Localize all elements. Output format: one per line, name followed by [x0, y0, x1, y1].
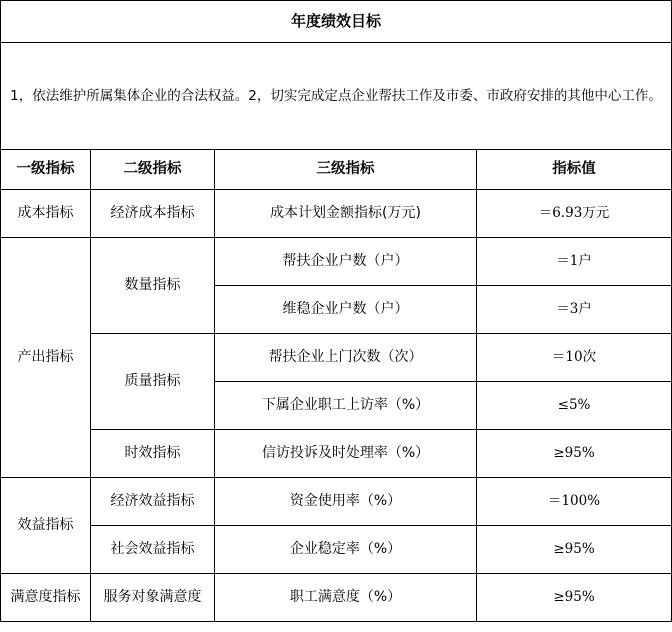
indicator-value: ≥95% [477, 574, 672, 622]
table-row [1, 190, 672, 238]
indicator-name: 维稳企业户数（户） [215, 286, 477, 334]
table-row [1, 574, 672, 622]
indicator-value: ≤5% [477, 382, 672, 430]
indicator-value: ＝6.93万元 [477, 190, 672, 238]
level1-cell: 成本指标 [1, 190, 91, 238]
level2-cell: 时效指标 [91, 430, 215, 478]
table-row [1, 526, 672, 574]
header-level1: 一级指标 [1, 150, 91, 190]
header-level2: 二级指标 [91, 150, 215, 190]
level2-cell: 质量指标 [91, 334, 215, 430]
indicator-name: 帮扶企业上门次数（次） [215, 334, 477, 382]
indicator-name: 资金使用率（%） [215, 478, 477, 526]
level1-cell: 产出指标 [1, 238, 91, 478]
table-row [1, 238, 672, 286]
table-row [1, 334, 672, 382]
indicator-value: ＝3户 [477, 286, 672, 334]
header-row [1, 150, 672, 190]
indicator-name: 下属企业职工上访率（%） [215, 382, 477, 430]
indicator-name: 企业稳定率（%） [215, 526, 477, 574]
level2-cell: 数量指标 [91, 238, 215, 334]
table-row [1, 478, 672, 526]
indicator-value: ≥95% [477, 430, 672, 478]
indicator-value: ＝100% [477, 478, 672, 526]
header-value: 指标值 [477, 150, 672, 190]
indicator-value: ＝1户 [477, 238, 672, 286]
level2-cell: 社会效益指标 [91, 526, 215, 574]
level2-cell: 经济成本指标 [91, 190, 215, 238]
level1-cell: 效益指标 [1, 478, 91, 574]
table-row [1, 430, 672, 478]
level1-cell: 满意度指标 [1, 574, 91, 622]
table-title: 年度绩效目标 [1, 1, 672, 43]
level2-cell: 经济效益指标 [91, 478, 215, 526]
level2-cell: 服务对象满意度 [91, 574, 215, 622]
indicator-name: 成本计划金额指标(万元) [215, 190, 477, 238]
indicator-value: ＝10次 [477, 334, 672, 382]
header-level3: 三级指标 [215, 150, 477, 190]
indicator-name: 帮扶企业户数（户） [215, 238, 477, 286]
indicator-name: 信访投诉及时处理率（%） [215, 430, 477, 478]
indicator-value: ≥95% [477, 526, 672, 574]
indicator-name: 职工满意度（%） [215, 574, 477, 622]
goal-description: 1，依法维护所属集体企业的合法权益。2，切实完成定点企业帮扶工作及市委、市政府安排的其他中心工作。 [1, 43, 672, 150]
